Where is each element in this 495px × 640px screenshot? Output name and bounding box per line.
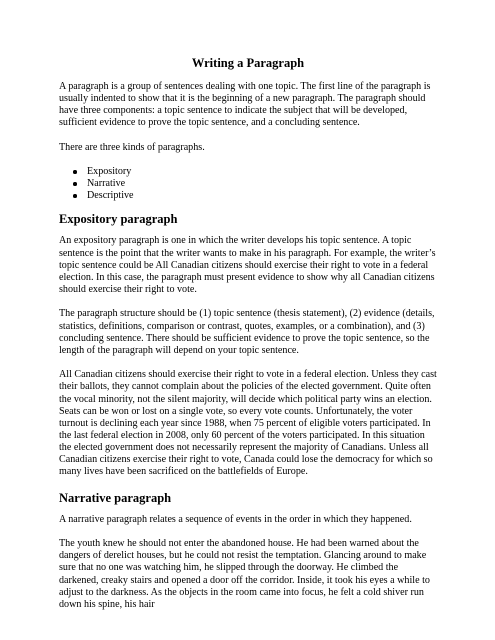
narrative-paragraph-1: A narrative paragraph relates a sequence of events in the order in which they happened. xyxy=(59,513,412,525)
expository-example-paragraph: All Canadian citizens should exercise their right to vote in a federal election. Unless they cast their ballots, they cannot complain about the policies of the elected government. Quite often the vocal minority, not the silent majority, will decide which political party wins an election. Seats can be won or lost on a single vote, so every vote counts. Unfortunately, the voter turnout is declining each year since 1988, when 75 percent of eligible voters participated. In the last federal election in 2008, only 60 percent of the voters participated. In this situation the elected government does not necessarily represent the majority of Canadians. Unless all Canadian citizens exercise their right to vote, Canada could lose the democracy for which so many lives have been sacrificed on the battlefields of Europe. xyxy=(59,369,437,478)
kinds-list xyxy=(59,166,437,202)
page-title: Writing a Paragraph xyxy=(191,56,305,70)
intro-paragraph: A paragraph is a group of sentences dealing with one topic. The first line of the paragraph is usually indented to show that it is the beginning of a new paragraph. The paragraph should have three components: a topic sentence to indicate the subject that will be developed, sufficient evidence to prove the topic sentence, and a concluding sentence. xyxy=(59,81,431,129)
list-item: Expository xyxy=(59,166,437,178)
document-body xyxy=(59,56,437,611)
narrative-heading: Narrative paragraph xyxy=(59,490,172,505)
expository-paragraph-2: The paragraph structure should be (1) topic sentence (thesis statement), (2) evidence (details, statistics, definitions, comparison or contrast, quotes, examples, or a combination), and (3) concluding sentence. There should be sufficient evidence to prove the topic sentence, so the length of the paragraph will depend on your topic sentence. xyxy=(59,308,435,356)
expository-paragraph-1: An expository paragraph is one in which the writer develops his topic sentence. A topic sentence is the point that the writer wants to make in his paragraph. For example, the writer’s topic sentence could be All Canadian citizens should exercise their right to vote in a federal election. In this case, the paragraph must present evidence to show why all Canadian citizens should exercise their right to vote. xyxy=(59,235,436,295)
narrative-example-paragraph: The youth knew he should not enter the abandoned house. He had been warned about the dangers of derelict houses, but he could not resist the temptation. Glancing around to make sure that no one was watching him, he slipped through the doorway. He climbed the darkened, creaky stairs and opened a door off the corridor. Inside, it took his eyes a while to adjust to the darkness. As the objects in the room came into focus, he felt a cold shiver run down his spine, his hair xyxy=(59,538,430,610)
list-item: Narrative xyxy=(59,178,437,190)
expository-heading: Expository paragraph xyxy=(59,212,178,227)
list-item: Descriptive xyxy=(59,190,437,202)
kinds-lead-text: There are three kinds of paragraphs. xyxy=(59,141,205,153)
